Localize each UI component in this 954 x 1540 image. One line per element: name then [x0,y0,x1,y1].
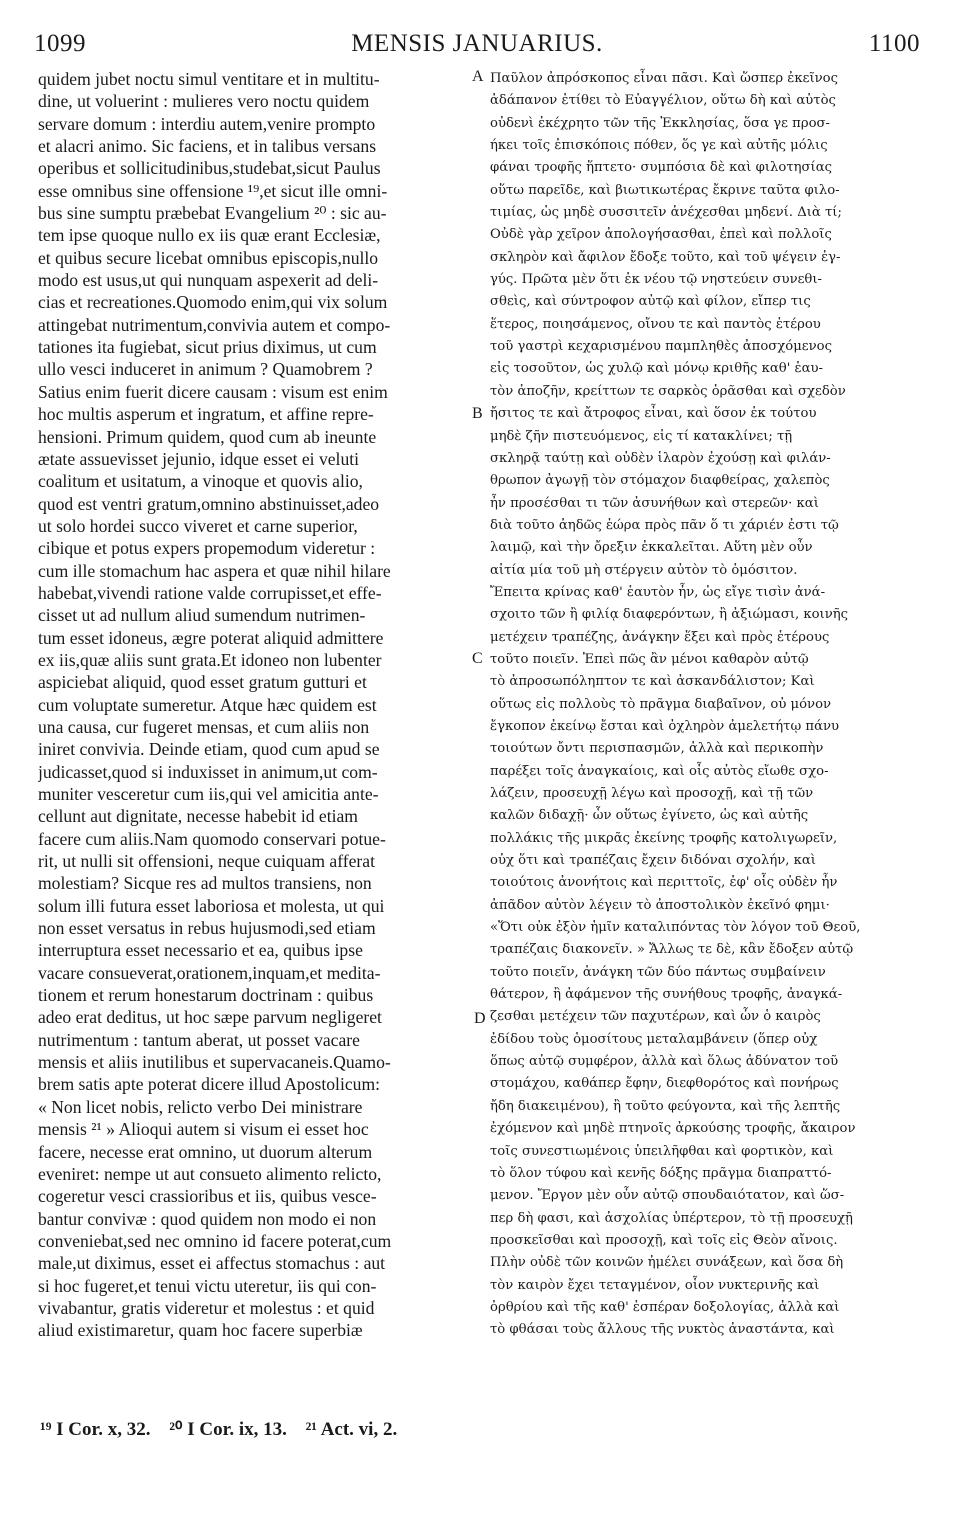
greek-text-line: περ δὴ φασι, καὶ ἀσχολίας ὑπέρτερον, τὸ τῇ προσευχῇ [490,1210,853,1226]
latin-text-line: operibus et sollicitudinibus,studebat,sicut Paulus [38,158,381,179]
latin-text-line: quod est ventri gratum,omnino abstinuisset,adeo [38,493,380,514]
latin-text-line: cogeretur vesci crassioribus et iis, quibus vesce- [38,1186,377,1207]
greek-text-line: ζεσθαι μετέχειν τῶν παχυτέρων, καὶ ὧν ὁ καιρὸς [490,1009,821,1025]
greek-text-line: διὰ τοῦτο ἀηδῶς ἑώρα πρὸς πᾶν ὅ τι χάριέν ἐστι τῷ [490,517,839,533]
latin-text-line: muniter vesceretur cum iis,qui vel amicitia ante- [38,784,379,804]
greek-text-line: γύς. Πρῶτα μὲν ὅτι ἐκ νέου τῷ νηστεύειν συνεθι- [490,272,822,288]
greek-text-line: ἤσιτος τε καὶ ἄτροφος εἶναι, καὶ ὅσον ἐκ τούτου [490,406,817,422]
latin-text-line: nutrimentum : tantum aberat, ut posset vacare [38,1029,360,1050]
greek-text-line: τὸ ὅλον τύφου καὶ κενῆς δόξης πρᾶγμα διαπραττό- [490,1165,832,1181]
latin-text-line: facere cum aliis.Nam quomodo conservari potue- [38,828,386,849]
latin-text-line: cellunt aut dignitate, necesse habebit id etiam [38,806,358,827]
latin-text-line: solum illi futura esset laboriosa et molesta, ut qui [38,895,385,916]
greek-text-line: παρέξει τοῖς ἀναγκαίοις, καὶ οἷς αὐτὸς εἴωθε σχο- [490,763,829,779]
greek-text-line: ἔγκοπον ἐκείνῳ ἔσται καὶ ὀχληρὸν ἀμελετήτῳ πάνυ [490,718,840,734]
latin-text-line: aliud existimaretur, quam hoc facere superbiæ [38,1320,363,1341]
footnote-21: ²¹ Act. vi, 2. [305,1419,398,1440]
latin-text-line: servare domum : interdiu autem,venire prompto [38,113,376,134]
left-page-number: 1099 [34,30,86,57]
greek-text-line: ἕτερος, ποιησάμενος, οἴνου τε καὶ παντὸς ἑτέρου [490,316,821,332]
latin-text-line: si hoc fugeret,et tenui victu uteretur, iis qui con- [38,1275,377,1296]
greek-text-line: λαιμῷ, καὶ τὴν ὄρεξιν ἐκκαλεῖται. Αὕτη μὲν οὖν [490,540,813,556]
latin-text-line: bantur convivæ : quod quidem non modo ei non [38,1208,377,1229]
greek-text-line: τιμίας, ὡς μηδὲ συσσιτεῖν ἀνέχεσθαι μηδενί. Διὰ τί; [490,205,842,221]
latin-text-line: quidem jubet noctu simul ventitare et in multitu- [38,69,380,89]
latin-text-line: cisset ut ad nullum aliud sumendum nutrimen- [38,605,366,626]
greek-text-line: ἐδίδου τοὺς ὁμοσίτους μεταλαμβάνειν (ὅπερ οὐχ [490,1031,818,1047]
margin-marker-b: B [472,405,483,422]
greek-text-line: Ἔπειτα κρίνας καθ' ἑαυτὸν ἦν, ὡς εἴγε τισὶν ἀνά- [490,584,826,600]
latin-text-line: Satius enim fuerit dicere causam : visum est enim [38,381,388,402]
latin-text-line: cum ille stomachum hac aspera et quæ nihil hilare [38,560,391,581]
greek-text-line: μηδὲ ζῆν πιστευόμενος, εἰς τί κατακλίνει; τῇ [490,428,793,444]
latin-text-line: eveniret: nempe ut aut consueto alimento relicto, [38,1163,382,1184]
greek-text-line: οὐδενὶ ἐκέχρητο τῶν τῆς Ἐκκλησίας, ὅσα γε προσ- [490,115,830,131]
latin-text-line: « Non licet nobis, relicto verbo Dei ministrare [38,1096,363,1117]
greek-text-line: καλῶν διδαχῇ· ὧν οὕτως ἐγίνετο, ὡς καὶ αὐτῆς [490,808,809,824]
margin-marker-c: C [472,650,483,667]
latin-text-line: ut solo hordei succo viveret et carne superior, [38,515,358,536]
greek-text-line: σχοιτο τῶν ἢ φιλίᾳ διαφερόντων, ἢ ἀξιώμασι, κοινῆς [490,607,849,623]
greek-text-line: μενον. Ἔργον μὲν οὖν αὐτῷ σπουδαιότατον, καὶ ὥσ- [490,1188,845,1204]
greek-text-line: ἦν προσέσθαι τι τῶν ἀσυνήθων καὶ στερεῶν· καὶ [490,495,819,511]
latin-text-line: hoc multis asperum et ingratum, et affine repre- [38,404,374,425]
latin-text-line: tem ipse quoque nullo ex iis quæ erant Ecclesiæ, [38,225,381,246]
latin-text-line: cias et recreationes.Quomodo enim,qui vix solum [38,292,388,313]
footnotes [40,1418,411,1441]
latin-text-line: male,ut diximus, esset ei affectus stomachus : aut [38,1253,386,1274]
latin-text-line: ex iis,quæ aliis sunt grata.Et idoneo non lubenter [38,649,382,670]
greek-text-line: «Ὅτι οὐκ ἐξὸν ἡμῖν καταλιπόντας τὸν λόγον τοῦ Θεοῦ, [490,920,861,936]
latin-text-line: molestiam? Sicque res ad multos transiens, non [38,873,372,894]
latin-text-line: mensis ²¹ » Alioqui autem si visum ei esset hoc [38,1119,369,1140]
latin-text-line: hensioni. Primum quidem, quod cum ab ineunte [38,426,377,447]
greek-text-line: οὕτω παρεῖδε, καὶ βιωτικωτέρας ἔκρινε ταῦτα φιλο- [490,182,840,198]
latin-text-line: aspiciebat aliquid, quod esset gratum gutturi et [38,672,367,693]
greek-text-line: οὕτως εἰς πολλοὺς τὸ πρᾶγμα διαβαῖνον, οὐ μόνον [490,696,832,712]
latin-text-line: cum voluptate sumeretur. Atque hæc quidem est [38,694,377,715]
greek-text-line: τραπέζαις διακονεῖν. » Ἄλλως τε δὲ, κἂν ἔδοξεν αὐτῷ [490,942,854,958]
latin-text-line: tionem et rerum honestarum doctrinam : quibus [38,985,374,1006]
greek-text-line: θάτερον, ἢ ἀφάμενον τῆς συνήθους τροφῆς, ἀναγκά- [490,987,843,1003]
greek-text-line: προσκεῖσθαι καὶ προσοχῇ, καὶ τοῖς εἰς Θεὸν αἴνοις. [490,1232,838,1248]
greek-text-line: αἰτία μία τοῦ μὴ στέργειν αὐτὸν τὸ ὁμόσιτον. [490,562,798,578]
latin-text-line: dine, ut voluerint : mulieres vero noctu quidem [38,91,370,112]
latin-text-line: iniret convivia. Deinde etiam, quod cum apud se [38,739,380,760]
latin-text-line: mensis et aliis inutilibus et supervacaneis.Quamo- [38,1052,391,1073]
greek-text-line: τοῖς συνεστιωμένοις ὑπειλῆφθαι καὶ φορτικὸν, καὶ [490,1143,834,1159]
greek-text-line: σκληρὸν καὶ ἄφιλον ἔδοξε τοῦτο, καὶ τοῦ ψέγειν ἐγ- [490,249,841,265]
greek-text-line: φάναι τροφῆς ἥπτετο· συμπόσια δὲ καὶ φιλοτησίας [490,160,832,176]
greek-text-line: ἀπᾶδον αὐτὸν λέγειν τὸ ἀποστολικὸν ἐκεῖνό φημι· [490,897,830,913]
greek-text-line: μετέχειν τραπέζης, ἀνάγκην ἕξει καὶ πρὸς ἑτέρους [490,629,830,645]
latin-text-line: brem satis apte poterat dicere illud Apostolicum: [38,1074,381,1095]
latin-text-line: modo est usus,ut qui nunquam aspexerit ad deli- [38,270,379,291]
greek-text-line: λάζειν, προσευχῇ λέγω καὶ προσοχῇ, καὶ τῇ τῶν [490,786,814,801]
latin-text-line: et alacri animo. Sic faciens, et in talibus versans [38,136,377,157]
greek-text-line: Πλὴν οὐδὲ τῶν κοινῶν ἠμέλει συνάξεων, καὶ ὅσα δὴ [490,1255,844,1271]
greek-text-line: σκληρᾷ ταύτῃ καὶ οὐδὲν ἱλαρὸν ἐχούσῃ καὶ φιλάν- [490,450,831,466]
latin-column [38,68,470,1342]
latin-text-line: non esset versatus in rebus hujusmodi,sed etiam [38,918,376,939]
latin-text-line: adeo erat deditus, ut hoc sæpe parvum negligeret [38,1007,382,1028]
greek-text-line: τοῦτο ποιεῖν. Ἐπεὶ πῶς ἂν μένοι καθαρὸν αὐτῷ [490,651,809,667]
greek-text-line: Οὐδὲ γὰρ χεῖρον ἀπολογήσασθαι, ἐπεὶ καὶ πολλοῖς [490,227,832,243]
latin-text-line: conveniebat,sed nec omnino id facere poterat,cum [38,1230,392,1251]
greek-column [490,68,920,1342]
footnote-20: ²⁰ I Cor. ix, 13. [169,1419,287,1440]
latin-text-line: vivabantur, gratis videretur et molestus : et quid [38,1297,375,1318]
greek-text-line: τὸν καιρὸν ἔχει τεταγμένον, οἷον νυκτερινῆς καὶ [490,1277,820,1293]
greek-text-line: ἤδη διακειμένου), ἢ τοῦτο φεύγοντα, καὶ τῆς λεπτῆς [490,1098,841,1114]
latin-text-line: esse omnibus sine offensione ¹⁹,et sicut ille omni- [38,180,388,201]
latin-text-line: cibique et potus expers propemodum videretur : [38,538,376,559]
running-title: MENSIS JANUARIUS. [351,30,603,57]
greek-text-line: θρωπον ἀγωγῇ τὸν στόμαχον διαφθείρας, χαλεπὸς [490,473,830,489]
greek-text-line: σθεὶς, καὶ σύντροφον αὐτῷ καὶ φίλον, εἴπερ τις [490,294,811,310]
greek-text-line: στομάχου, καθάπερ ἔφην, διεφθορότος καὶ πονήρως [490,1076,839,1092]
greek-text-line: τοιούτων ὄντι περισπασμῶν, ἀλλὰ καὶ περικοπὴν [490,741,824,757]
greek-text-line: ἀδάπανον ἐτίθει τὸ Εὐαγγέλιον, οὕτω δὴ καὶ αὐτὸς [490,93,836,109]
latin-text-line: attingebat nutrimentum,convivia autem et compo- [38,314,391,335]
greek-text-line: ἐχόμενον καὶ μηδὲ πτηνοῖς ἀρκούσης τροφῆς, ἄκαιρον [490,1121,856,1137]
latin-text-line: tum esset idoneus, ægre poterat aliquid admittere [38,627,384,648]
greek-text-line: τὸ φθάσαι τοὺς ἄλλους τῆς νυκτὸς ἀναστάντα, καὶ [490,1322,835,1338]
greek-text-line: τοῦτο ποιεῖν, ἀνάγκη τῶν δύο πάντως συμβαίνειν [490,964,826,980]
latin-text-line: tationes ita fugiebat, sicut prius diximus, ut cum [38,337,377,358]
latin-text-line: interruptura esset necessario et ea, quibus ipse [38,940,363,961]
greek-text-line: ὅπως αὐτῷ συμφέρον, ἀλλὰ καὶ ὅλως ἀδύνατον τοῦ [490,1054,839,1070]
greek-text-line: ήκει τοῖς ἐπισκόποις πόθεν, ὅς γε καὶ αὐτῆς μόλις [490,138,828,154]
latin-text-line: bus sine sumptu præbebat Evangelium ²⁰ : sic au- [38,203,387,224]
greek-text-line: τοῦ γαστρὶ κεχαρισμένου παμπληθὲς ἀποσχόμενος [490,339,832,355]
latin-text-line: coalitum et usitatum, a vinoque et quovis alio, [38,471,363,492]
margin-marker-d: D [474,1010,486,1027]
right-page-number: 1100 [868,30,920,57]
latin-text-line: vacare consueverat,orationem,inquam,et medita- [38,962,381,983]
margin-marker-a: A [472,68,484,85]
greek-text-line: τὸν ἀποζῆν, κρείττων τε σαρκὸς ὁρᾶσθαι καὶ σχεδὸν [490,383,846,399]
latin-text-line: ullo vesci induceret in animum ? Quamobrem ? [38,359,373,380]
latin-text-line: una causa, cur fugeret mensas, et cum aliis non [38,716,370,737]
greek-text-line: τὸ ἀπροσωπόληπτον τε καὶ ἀσκανδάλιστον; Καὶ [490,674,815,690]
latin-text-line: rit, ut nulli sit offensioni, neque cuiquam afferat [38,851,375,872]
latin-text-line: judicasset,quod si induxisset in animum,ut com- [38,761,378,782]
latin-text-line: habebat,vivendi ratione valde corrupisset,et effe- [38,582,382,603]
greek-text-line: πολλάκις τῆς μικρᾶς ἐκείνης τροφῆς κατολιγωρεῖν, [490,830,838,846]
footnote-19: ¹⁹ I Cor. x, 32. [40,1419,151,1440]
greek-text-line: ὀρθρίου καὶ τῆς καθ' ἑσπέραν δοξολογίας, ἀλλὰ καὶ [490,1299,840,1315]
latin-text-line: facere, necesse erat omnino, ut duorum alterum [38,1141,373,1162]
latin-text-line: et quibus secure licebat omnibus episcopis,nullo [38,247,379,268]
latin-text-line: ætate assuevisset jejunio, idque esset ei veluti [38,448,360,469]
greek-text-line: οὐχ ὅτι καὶ τραπέζαις ἔχειν διδόναι σχολήν, καὶ [490,853,816,869]
page-header [34,30,920,60]
greek-text-line: εἰς τοσοῦτον, ὡς χυλῷ καὶ μόνῳ κριθῆς καθ' ἑαυ- [490,361,823,377]
greek-text-line: Παῦλον ἀπρόσκοπος εἶναι πᾶσι. Καὶ ὥσπερ ἐκεῖνος [490,71,838,86]
greek-text-line: τοιούτοις ἀνονήτοις καὶ περιττοῖς, ἐφ' οἷς οὐδὲν ἦν [490,875,838,891]
